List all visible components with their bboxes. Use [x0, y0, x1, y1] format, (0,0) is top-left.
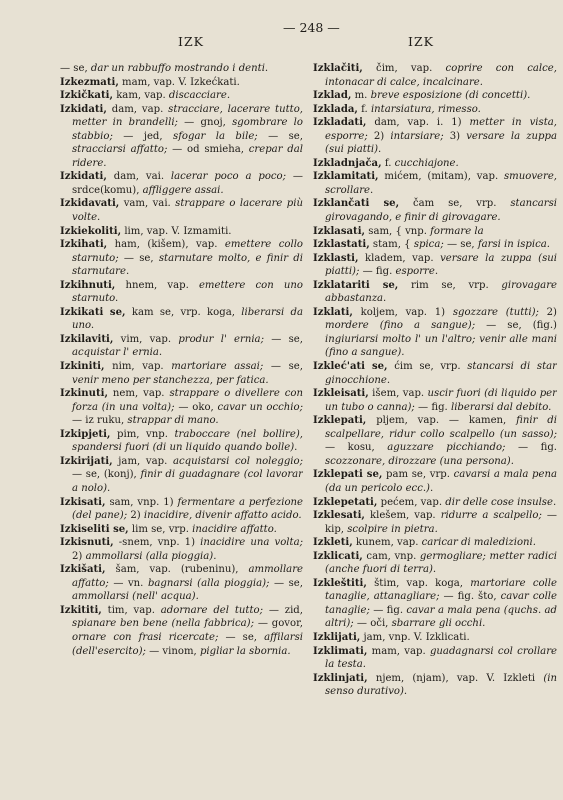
- grammar-note: — zid,: [262, 604, 303, 616]
- headword: Izklijati,: [313, 631, 361, 643]
- grammar-note: klešem, vap.: [364, 510, 441, 522]
- grammar-note: — vinom,: [145, 645, 200, 657]
- headword: Izkidati,: [60, 171, 107, 183]
- dictionary-entry: [313, 496, 557, 510]
- page-number: — 248 —: [283, 20, 340, 35]
- headword: Izkidati,: [60, 103, 107, 115]
- grammar-note: — se,: [269, 577, 303, 589]
- translation: cavar a mala pena (quchs. ad altri);: [325, 604, 557, 630]
- grammar-note: — kosu,: [325, 442, 388, 454]
- grammar-note: tim, vap.: [101, 604, 161, 616]
- headword: Izkezmati,: [60, 76, 119, 88]
- headword: Izkidavati,: [60, 198, 120, 210]
- translation: (in senso durativo).: [325, 672, 557, 698]
- grammar-note: vim, vap.: [113, 333, 179, 345]
- translation: discacciare.: [168, 90, 231, 102]
- headword: Izklepati se,: [313, 469, 383, 481]
- translation: acquistar l' ernia.: [72, 347, 163, 359]
- dictionary-entry: [313, 468, 557, 495]
- translation: formare la: [430, 225, 484, 237]
- grammar-note: — se,: [257, 130, 303, 142]
- dictionary-entry: [313, 252, 557, 279]
- grammar-note: išem, vap.: [368, 388, 428, 400]
- translation: scolpire in pietra.: [347, 523, 438, 535]
- grammar-note: mam, vap.: [367, 645, 430, 657]
- translation: ammollarsi (nell' acqua).: [72, 591, 199, 603]
- grammar-note: — iz ruku,: [72, 415, 128, 427]
- headword: Izkladati,: [313, 117, 367, 129]
- translation: spica;: [413, 239, 444, 251]
- headword: Izkikati se,: [60, 306, 126, 318]
- translation: mordere (fino a sangue);: [325, 320, 476, 332]
- grammar-note: lim, vap. V. Izmamiti.: [121, 225, 232, 237]
- translation: liberarsi da uno.: [72, 306, 303, 332]
- translation: lacerar poco a poco;: [170, 171, 287, 183]
- translation: strappar di mano.: [127, 415, 219, 427]
- dictionary-entry: [313, 360, 557, 387]
- dictionary-entry: [313, 116, 557, 157]
- headword: Izklinjati,: [313, 672, 368, 684]
- grammar-note: — se,: [263, 361, 303, 373]
- grammar-note: dam, vap.: [106, 103, 169, 115]
- grammar-note: pam se, vrp.: [382, 469, 454, 481]
- headword: Izkihati,: [60, 239, 108, 251]
- grammar-note: ćim se, vrp.: [387, 361, 468, 373]
- headword: Izklicati,: [313, 550, 363, 562]
- translation: ingiuriarsi molto l' un l'altro; venir alle mani (fino a sangue).: [325, 333, 557, 359]
- headword: Izklasati,: [313, 225, 366, 237]
- grammar-note: vam, vai.: [119, 198, 176, 210]
- translation: acquistarsi col noleggio;: [172, 455, 303, 467]
- translation: affliggere assai.: [142, 184, 224, 196]
- grammar-note: — kip,: [325, 510, 557, 535]
- dictionary-entry: [313, 645, 557, 672]
- grammar-note: sam, { vnp.: [365, 225, 431, 237]
- headword: Izklepati,: [313, 415, 367, 427]
- translation: ammollarsi (alla pioggia).: [85, 550, 217, 562]
- dictionary-entry: [60, 76, 303, 90]
- grammar-note: šam, vap. (rubeninu),: [105, 564, 249, 576]
- running-head-right: IZK: [408, 34, 434, 49]
- dictionary-entry: [60, 455, 303, 496]
- translation: esporre.: [395, 266, 439, 278]
- dictionary-entry: [313, 62, 557, 89]
- headword: Izkladnjača,: [313, 157, 382, 169]
- translation: cavar colle tanaglie;: [325, 591, 557, 616]
- translation: inacidire, divenir affatto acido.: [143, 510, 302, 522]
- headword: Izkiniti,: [60, 361, 105, 373]
- headword: Izklimati,: [313, 645, 368, 657]
- translation: versare la zuppa (sui piatti).: [325, 130, 557, 156]
- grammar-note: — gnoj,: [177, 117, 233, 129]
- grammar-note: pim, vnp.: [110, 428, 175, 440]
- translation: guadagnarsi col crollare la testa.: [325, 645, 557, 671]
- dictionary-entry: [60, 563, 303, 604]
- translation: stracciarsi affatto;: [72, 144, 168, 156]
- dictionary-entry: [60, 333, 303, 360]
- translation: ammollare affatto;: [72, 564, 303, 589]
- translation: liberarsi dal debito.: [450, 401, 552, 413]
- headword: Izkišati,: [60, 564, 106, 576]
- dictionary-entry: [60, 428, 303, 455]
- grammar-note: nim, vap.: [104, 361, 172, 373]
- dictionary-entry: [313, 170, 557, 197]
- headword: Izkičkati,: [60, 90, 113, 102]
- headword: Izkisati,: [60, 496, 106, 508]
- grammar-note: nem, vap.: [107, 388, 170, 400]
- dictionary-entry: [313, 103, 557, 117]
- translation: breve esposizione (di concetti).: [370, 90, 531, 102]
- grammar-note: — se, (fig.): [475, 320, 557, 332]
- grammar-note: stam, {: [369, 239, 414, 251]
- grammar-note: jam, vap.: [112, 455, 173, 467]
- grammar-note: ham, (kišem), vap.: [107, 239, 225, 251]
- dictionary-entry: [313, 306, 557, 360]
- dictionary-entry: [313, 577, 557, 631]
- grammar-note: 2): [127, 510, 144, 522]
- translation: scozzonare, dirozzare (una persona).: [325, 455, 514, 467]
- grammar-note: f.: [381, 157, 395, 169]
- grammar-note: mićem, (mitam), vap.: [378, 171, 504, 183]
- headword: Izkihnuti,: [60, 279, 116, 291]
- grammar-note: čam se, vrp.: [399, 198, 511, 210]
- grammar-note: rim se, vrp.: [398, 279, 502, 291]
- grammar-note: 2): [538, 306, 557, 318]
- grammar-note: sam, vnp. 1): [105, 496, 178, 508]
- dictionary-entry: [60, 387, 303, 428]
- grammar-note: 2): [367, 130, 391, 142]
- translation: cavar un occhio;: [217, 401, 303, 413]
- headword: Izkititi,: [60, 604, 102, 616]
- headword: Izkirijati,: [60, 455, 113, 467]
- translation: starnutare molto, e finir di starnutare.: [72, 252, 303, 278]
- grammar-note: pećem, vap.: [377, 496, 446, 508]
- translation: ornare con frasi ricercate;: [72, 631, 219, 643]
- translation: strappare o lacerare più volte.: [72, 198, 303, 224]
- dictionary-entry: [313, 279, 557, 306]
- grammar-note: — se, (konj),: [72, 469, 141, 481]
- headword: Izklačiti,: [313, 63, 363, 74]
- translation: sfogar la bile;: [173, 130, 258, 142]
- grammar-note: — od smieha,: [167, 144, 249, 156]
- grammar-note: pljem, vap. — kamen,: [366, 415, 517, 427]
- translation: spianare ben bene (nella fabbrica);: [72, 618, 254, 630]
- grammar-note: mam, vap. V. Izkećkati.: [118, 76, 240, 88]
- dictionary-entry: [60, 89, 303, 103]
- translation: produr l' ernia;: [178, 333, 264, 345]
- dictionary-entry: [313, 672, 557, 699]
- dictionary-entry: [60, 62, 303, 76]
- dictionary-entry: [60, 360, 303, 387]
- dictionary-entry: [60, 604, 303, 658]
- translation: smuovere, scrollare.: [325, 171, 557, 196]
- dictionary-entry: [313, 536, 557, 550]
- dictionary-entry: [60, 225, 303, 239]
- translation: inacidire affatto.: [192, 523, 277, 535]
- headword: Izklesati,: [313, 510, 365, 522]
- translation: girovagare abbastanza.: [325, 279, 557, 305]
- grammar-note: — fig.: [369, 604, 407, 616]
- dictionary-entry: [60, 103, 303, 171]
- translation: caricar di maledizioni.: [421, 537, 536, 549]
- headword: Izkleti,: [313, 537, 353, 549]
- dictionary-entry: [313, 387, 557, 414]
- dictionary-entry: [313, 197, 557, 224]
- translation: inacidire una volta;: [200, 537, 303, 549]
- headword: Izkipjeti,: [60, 428, 111, 440]
- headword: Izklamitati,: [313, 171, 379, 183]
- running-head-left: IZK: [178, 34, 204, 49]
- grammar-note: f.: [357, 103, 371, 115]
- dictionary-entry: [313, 157, 557, 171]
- grammar-note: jam, vnp. V. Izklicati.: [360, 631, 470, 643]
- translation: intarsiatura, rimesso.: [370, 103, 481, 115]
- grammar-note: lim se, vrp.: [128, 523, 193, 535]
- dictionary-entry: [313, 225, 557, 239]
- headword: Izklastati,: [313, 239, 370, 251]
- dictionary-entry: [313, 550, 557, 577]
- dictionary-entry: [60, 496, 303, 523]
- translation: cavarsi a mala pena (da un pericolo ecc.).: [325, 469, 557, 494]
- headword: Izkiseliti se,: [60, 523, 129, 535]
- dictionary-entry: [60, 306, 303, 333]
- headword: Izkleisati,: [313, 388, 369, 400]
- translation: coprire con calce, intonacar di calce, incalcinare.: [325, 63, 557, 88]
- grammar-note: — se,: [60, 63, 91, 74]
- headword: Izklančati se,: [313, 198, 400, 210]
- translation: dir delle cose insulse.: [445, 496, 557, 508]
- grammar-note: — se,: [263, 333, 303, 345]
- translation: sgombrare lo stabbio;: [72, 117, 303, 142]
- grammar-note: kunem, vap.: [352, 537, 422, 549]
- dictionary-entry: [60, 523, 303, 537]
- headword: Izkinuti,: [60, 388, 108, 400]
- grammar-note: — oko,: [174, 401, 218, 413]
- translation: fermentare a perfezione (del pane);: [72, 496, 303, 522]
- translation: farsi in ispica.: [477, 239, 550, 251]
- grammar-note: — jed,: [112, 130, 174, 142]
- dictionary-entry: [313, 89, 557, 103]
- dictionary-entry: [60, 238, 303, 279]
- translation: uscir fuori (di liquido per un tubo o canna);: [325, 388, 557, 413]
- grammar-note: 3): [443, 130, 467, 142]
- translation: cucchiajone.: [394, 157, 459, 169]
- translation: sgozzare (tutti);: [452, 306, 539, 318]
- grammar-note: — fig.: [505, 442, 557, 454]
- translation: strappare o divellere con forza (in una volta);: [72, 388, 303, 413]
- translation: stracciare, lacerare tutto, metter in brandelli;: [72, 103, 303, 129]
- grammar-note: dam, vap. i. 1): [366, 117, 470, 129]
- grammar-note: — se,: [443, 239, 478, 251]
- grammar-note: — vn.: [108, 577, 148, 589]
- dictionary-entry: [313, 509, 557, 536]
- grammar-note: dam, vai.: [106, 171, 171, 183]
- grammar-note: — se,: [118, 252, 159, 264]
- grammar-note: m.: [351, 90, 371, 102]
- translation: traboccare (nel bollire), spandersi fuori (di un liquido quando bolle).: [72, 428, 303, 454]
- dictionary-entry: [60, 197, 303, 224]
- translation: finir di scalpellare, ridur collo scalpello (un sasso);: [325, 415, 557, 440]
- headword: Izklatariti se,: [313, 279, 399, 291]
- translation: germogliare; metter radici (anche fuori di terra).: [325, 550, 557, 576]
- grammar-note: cam, vnp.: [362, 550, 420, 562]
- translation: finir di guadagnare (col lavorar a nolo).: [72, 469, 303, 494]
- translation: stancarsi girovagando, e finir di girovagare.: [325, 198, 557, 224]
- translation: crepar dal ridere.: [72, 144, 303, 169]
- translation: emettere collo starnuto;: [72, 239, 303, 264]
- grammar-note: štim, vap. koga,: [366, 577, 471, 589]
- translation: adornare del tutto;: [160, 604, 263, 616]
- grammar-note: njem, (njam), vap. V. Izkleti: [367, 672, 544, 684]
- translation: versare la zuppa (sui piatti);: [325, 252, 557, 278]
- headword: Izkilaviti,: [60, 333, 114, 345]
- translation: dar un rabbuffo mostrando i denti.: [90, 63, 269, 74]
- grammar-note: 2): [72, 550, 86, 562]
- headword: Izkisnuti,: [60, 537, 114, 549]
- grammar-note: — fig.: [359, 266, 396, 278]
- grammar-note: kam se, vrp. koga,: [125, 306, 242, 318]
- headword: Izklad,: [313, 90, 352, 102]
- translation: sbarrare gli occhi.: [391, 618, 486, 630]
- headword: Izkleć'ati se,: [313, 361, 388, 373]
- headword: Izkiekoliti,: [60, 225, 122, 237]
- grammar-note: — fig.: [414, 401, 451, 413]
- grammar-note: — srdce(komu),: [72, 171, 303, 196]
- grammar-note: hnem, vap.: [115, 279, 199, 291]
- dictionary-entry: [313, 631, 557, 645]
- headword: Izklepetati,: [313, 496, 378, 508]
- headword: Izkleštiti,: [313, 577, 367, 589]
- dictionary-entry: [313, 238, 557, 252]
- headword: Izklati,: [313, 306, 353, 318]
- translation: venir meno per stanchezza, per fatica.: [72, 374, 269, 386]
- headword: Izklada,: [313, 103, 358, 115]
- translation: bagnarsi (alla pioggia);: [147, 577, 270, 589]
- grammar-note: koljem, vap. 1): [352, 306, 453, 318]
- dictionary-entry: [60, 170, 303, 197]
- grammar-note: — se,: [218, 631, 265, 643]
- grammar-note: -snem, vnp. 1): [113, 537, 201, 549]
- dictionary-entry: [313, 414, 557, 468]
- translation: ridurre a scalpello;: [440, 510, 542, 522]
- grammar-note: čim, vap.: [362, 63, 446, 74]
- translation: stancarsi di star ginocchione.: [325, 361, 557, 386]
- translation: metter in vista, esporre;: [325, 117, 557, 142]
- translation: emettere con uno starnuto.: [72, 279, 303, 305]
- grammar-note: kladem, vap.: [358, 252, 441, 264]
- grammar-note: — oči,: [353, 618, 392, 630]
- translation: aguzzare picchiando;: [387, 442, 506, 454]
- headword: Izklasti,: [313, 252, 359, 264]
- translation: martoriare colle tanaglie, attanagliare;: [325, 577, 557, 603]
- grammar-note: — fig. što,: [439, 591, 501, 603]
- translation: affilarsi (dell'esercito);: [72, 631, 303, 657]
- grammar-note: kam, vap.: [112, 90, 169, 102]
- translation: martoriare assai;: [171, 361, 264, 373]
- left-column: [60, 62, 303, 792]
- dictionary-entry: [60, 279, 303, 306]
- right-column: [313, 62, 557, 792]
- translation: intarsiare;: [390, 130, 444, 142]
- translation: pigliar la sbornia.: [199, 645, 291, 657]
- dictionary-entry: [60, 536, 303, 563]
- grammar-note: — govor,: [254, 618, 303, 630]
